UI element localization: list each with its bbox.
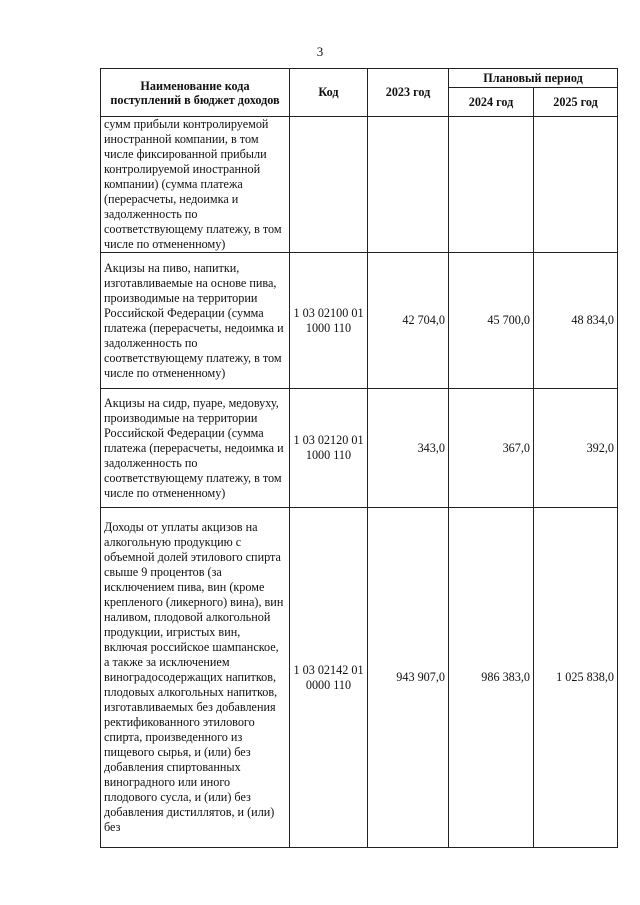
row-code <box>290 117 368 253</box>
header-name: Наименование кода поступлений в бюджет доходов <box>101 69 290 117</box>
row-code: 1 03 02120 01 1000 110 <box>290 389 368 508</box>
table-row <box>101 117 618 253</box>
row-2024 <box>449 117 534 253</box>
row-2025: 48 834,0 <box>534 253 618 389</box>
page-number: 3 <box>316 44 324 59</box>
row-name: Акцизы на пиво, напитки, изготавливаемые на основе пива, производимые на территории Российской Федерации (сумма платежа (перерасчеты, недоимка и задолженность по соответствующему платежу, в том числе по отмененному) <box>101 253 290 389</box>
row-2024: 986 383,0 <box>449 508 534 848</box>
revenue-table <box>100 68 618 848</box>
row-code: 1 03 02100 01 1000 110 <box>290 253 368 389</box>
row-name: сумм прибыли контролируемой иностранной компании, в том числе фиксированной прибыли контролируемой иностранной компании) (сумма платежа (перерасчеты, недоимка и задолженность по соответствующему платежу, в том числе по отмененному) <box>101 117 290 253</box>
row-2023: 42 704,0 <box>368 253 449 389</box>
header-code: Код <box>290 69 368 117</box>
row-2024: 367,0 <box>449 389 534 508</box>
table-row <box>101 389 618 508</box>
row-2025: 1 025 838,0 <box>534 508 618 848</box>
row-2024: 45 700,0 <box>449 253 534 389</box>
header-2023: 2023 год <box>368 69 449 117</box>
row-code: 1 03 02142 01 0000 110 <box>290 508 368 848</box>
table-row <box>101 253 618 389</box>
row-2023 <box>368 117 449 253</box>
header-planned-period: Плановый период <box>449 69 618 88</box>
row-2023: 943 907,0 <box>368 508 449 848</box>
row-name: Доходы от уплаты акцизов на алкогольную продукцию с объемной долей этилового спирта свыше 9 процентов (за исключением пива, вин (кроме крепленого (ликерного) вина), вин наливом, плодовой алкогольной продукции, игристых вин, включая российское шампанское, а также за исключением виноградосодержащих напитков, плодовых алкогольных напитков, изготавливаемых без добавления ректификованного этилового спирта, произведенного из пищевого сырья, и (или) без добавления спиртованных виноградного или иного плодового сусла, и (или) без добавления дистиллятов, и (или) без <box>101 508 290 848</box>
table-row <box>101 508 618 848</box>
header-2024: 2024 год <box>449 88 534 117</box>
row-2025 <box>534 117 618 253</box>
header-2025: 2025 год <box>534 88 618 117</box>
row-name: Акцизы на сидр, пуаре, медовуху, производимые на территории Российской Федерации (сумма платежа (перерасчеты, недоимка и задолженность по соответствующему платежу, в том числе по отмененному) <box>101 389 290 508</box>
row-2025: 392,0 <box>534 389 618 508</box>
row-2023: 343,0 <box>368 389 449 508</box>
